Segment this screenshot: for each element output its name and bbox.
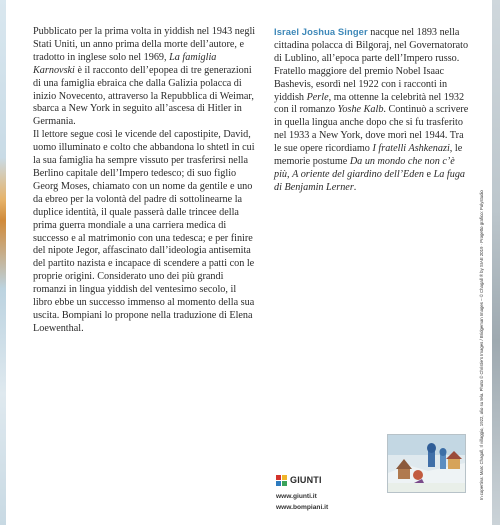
flap-edge-strip xyxy=(492,0,500,525)
cover-painting xyxy=(388,435,465,492)
work-title: Yoshe Kalb xyxy=(337,104,384,116)
bio-text: . Continuò a scrivere in quella lingua anche dopo che si fu trasferito nel 1933 a New York, dove morì nel 1944. Tra le sue opere ricordiamo xyxy=(274,104,469,155)
bio-text: , xyxy=(287,168,293,180)
synopsis-text: è il racconto dell’epopea di tre generazioni di una famiglia ebraica che dalla Galizia polacca di inizio Novecento, attraverso la Repubblica di Weimar, sbarca a New York in seguito all’ascesa di Hitler in Germania. xyxy=(33,64,254,128)
synopsis-paragraph-2: Il lettore segue così le vicende del capostipite, David, uomo illuminato e colto che abbandona lo shtetl in cui la sua famiglia ha sempre vissuto per trasferirsi nella Berlino capitale dell’Impero tedesco; di suo figlio Georg Moses, chiamato con un nome da gentile e uno da ebreo per la volontà del padre di sottolinearne la duplice identità, il quale passerà dalle trincee della prima guerra mondiale a una carriera medica di successo e al matrimonio con una tedesca; e per finire del nipote Jegor, affascinato dall’ideologia antisemita del partito nazista e incapace di scendere a patti con le proprie origini. Considerato uno dei più grandi romanzi in lingua yiddish del ventesimo secolo, il libro ebbe un successo immenso al momento della sua uscita. Bompiani lo propone nella traduzione di Elena Loewenthal. xyxy=(33,129,255,334)
cover-credit xyxy=(474,60,484,500)
work-title: I fratelli Ashkenazi xyxy=(372,143,450,155)
author-name: Israel Joshua Singer xyxy=(274,26,368,37)
bio-text: nacque nel 1893 nella cittadina polacca di Bilgoraj, nel Governatorato di Lublino, all’epoca parte dell’Impero russo. Fratello maggiore del premio Nobel Isaac Bashevis, esordì nel 1922 con i racconti in yiddish xyxy=(274,27,469,103)
synopsis-text: Pubblicato per la prima volta in yiddish nel 1943 negli Stati Uniti, un anno prima della morte dell’autore, e tradotto in inglese solo nel 1969, xyxy=(33,26,256,63)
bio-text: , le memorie postume xyxy=(274,143,463,168)
synopsis-column xyxy=(33,26,257,336)
giunti-logo-icon xyxy=(276,475,287,486)
bio-text: , ma ottenne la celebrità nel 1932 con il romanzo xyxy=(274,91,465,116)
publisher-url-bompiani[interactable]: www.bompiani.it xyxy=(276,503,329,511)
work-title: A oriente del giardino dell’Eden xyxy=(292,168,424,180)
author-bio xyxy=(274,26,470,195)
publisher-logo-text: GIUNTI xyxy=(290,475,322,485)
author-bio-column xyxy=(274,26,470,195)
work-title: La fuga di Benjamin Lerner xyxy=(274,168,466,193)
spine-artwork-strip xyxy=(0,0,6,525)
bio-text: . xyxy=(353,181,357,193)
work-title: Da un mondo che non c’è più xyxy=(274,156,455,180)
book-title: La famiglia Karnovski xyxy=(33,51,217,76)
cover-thumbnail xyxy=(387,434,466,493)
cover-credit-text: In copertina: Marc Chagall, Il villaggio, 1922, olio su tela. Photo © Christie's Images / Bridgeman Images – © Chagall ® by SIAE 2019 · Progetto grafico: Polystudio xyxy=(479,190,484,500)
work-title: Perle xyxy=(306,91,329,103)
synopsis-paragraph-1 xyxy=(33,26,257,129)
bio-text: e xyxy=(423,168,434,180)
publisher-logo xyxy=(276,473,322,487)
publisher-url-giunti[interactable]: www.giunti.it xyxy=(276,493,317,500)
publisher-urls xyxy=(276,492,328,513)
